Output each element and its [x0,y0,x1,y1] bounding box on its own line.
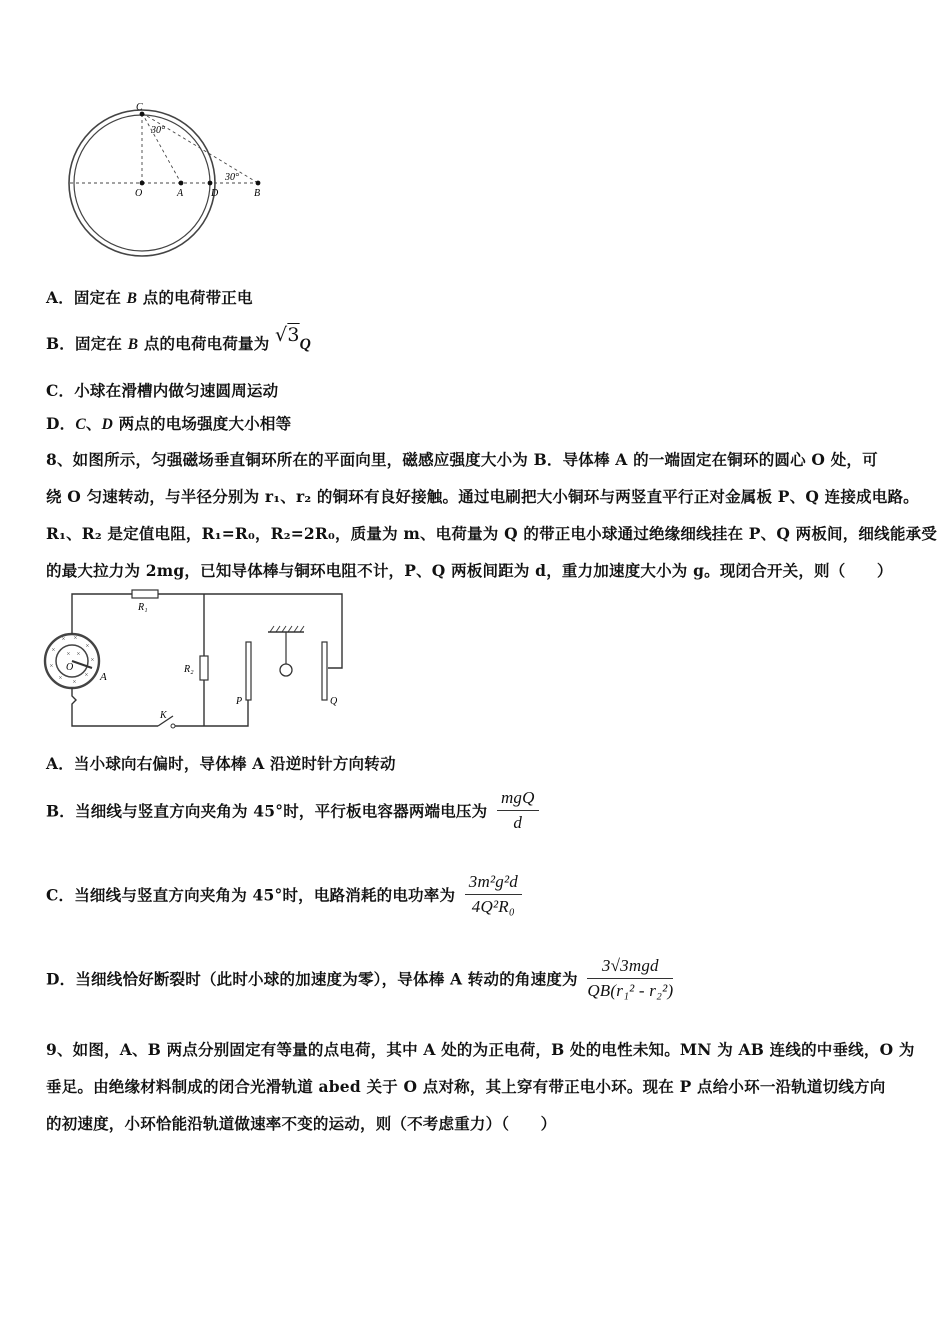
point-a [179,181,184,186]
line-c-b [142,113,258,183]
q8-stem-line4: 的最大拉力为 2mg，已知导体棒与铜环电阻不计，P、Q 两板间距为 d，重力加速度大小为 g。现闭合开关，则（ ） [46,561,893,580]
wire-bottom [72,688,158,726]
svg-text:×: × [73,634,78,642]
label-a: A [177,188,184,199]
svg-text:×: × [51,646,56,654]
figure-circular-groove [60,100,280,260]
conductor-rod [72,661,92,668]
q8-stem-line3: R₁、R₂ 是定值电阻，R₁=R₀，R₂=2R₀，质量为 m、电荷量为 Q 的带正电小球通过绝缘细线挂在 P、Q 两板间，细线能承受 [46,524,937,543]
q8-option-d: D．当细线恰好断裂时（此时小球的加速度为零），导体棒 A 转动的角速度为 $\frac{\text{3√3mgd}}{\text{QB(r₁² - r₂²)}}$ [46,956,674,1000]
q9-stem-line1: 9、如图，A、B 两点分别固定有等量的点电荷，其中 A 处的为正电荷，B 处的电性未知。MN 为 AB 连线的中垂线，O 为 [46,1040,915,1059]
q7-option-a: A．固定在 B 点的电荷带正电 [46,288,253,307]
point-d [208,181,213,186]
svg-text:×: × [72,678,77,686]
q8-option-a: A．当小球向右偏时，导体棒 A 沿逆时针方向转动 [46,754,396,773]
label-k: K [160,710,167,721]
q7-option-c: C．小球在滑槽内做匀速圆周运动 [46,381,279,400]
label-r1: R₁ [138,602,148,613]
label-b: B [254,188,261,199]
label-q: Q [330,696,338,707]
svg-text:×: × [58,674,63,682]
label-r2: R₂ [184,664,194,675]
q7-option-b: B．固定在 B 点的电荷电荷量为 √3Q [46,324,312,353]
svg-text:×: × [49,662,54,670]
label-o: O [66,662,74,673]
label-p: P [236,696,243,707]
svg-text:×: × [66,650,71,658]
label-c: C [136,102,143,113]
label-angle-b: 30° [225,172,239,183]
resistor-r2 [200,656,208,680]
label-o: O [135,188,143,199]
point-o [140,181,145,186]
figure-circuit [40,588,350,738]
q8-stem-line1: 8、如图所示，匀强磁场垂直铜环所在的平面向里，磁感应强度大小为 B．导体棒 A 的一端固定在铜环的圆心 O 处，可 [46,450,878,469]
q9-stem-line2: 垂足。由绝缘材料制成的闭合光滑轨道 abed 关于 O 点对称，其上穿有带正电小环。现在 P 点给小环一沿轨道切线方向 [46,1077,886,1096]
fraction-angular-velocity: $\frac{\text{3√3mgd}}{\text{QB(r₁² - r₂²)}}$ [587,956,674,1000]
svg-text:×: × [84,671,89,679]
point-b [256,181,261,186]
charged-ball [280,664,292,676]
q7-option-d: D．C、D 两点的电场强度大小相等 [46,414,292,433]
q8-option-c: C．当细线与竖直方向夹角为 45°时，电路消耗的电功率为 $\frac{\text{3m²g²d}}{\text{4Q²R₀}}$ [46,872,522,917]
label-angle-c: 30° [151,125,165,136]
svg-text:×: × [61,635,66,643]
svg-text:×: × [85,642,90,650]
resistor-r1 [132,590,158,598]
fraction-power: $\frac{\text{3m²g²d}}{\text{4Q²R₀}}$ [465,872,522,917]
q9-stem-line3: 的初速度，小环恰能沿轨道做速率不变的运动，则（不考虑重力）（ ） [46,1114,557,1133]
q8-stem-line2: 绕 O 匀速转动，与半径分别为 r₁、r₂ 的铜环有良好接触。通过电刷把大小铜环与两竖直平行正对金属板 P、Q 连接成电路。 [46,487,919,506]
label-rod-a: A [100,671,107,683]
plate-p [246,642,251,700]
svg-text:×: × [90,656,95,664]
plate-q [322,642,327,700]
svg-text:×: × [76,650,81,658]
fraction-voltage: $\frac{\text{mgQ}}{d}$ [497,788,539,833]
q8-option-b: B．当细线与竖直方向夹角为 45°时，平行板电容器两端电压为 $\frac{\text{mgQ}}{d}$ [46,788,539,833]
label-d: D [211,188,219,199]
